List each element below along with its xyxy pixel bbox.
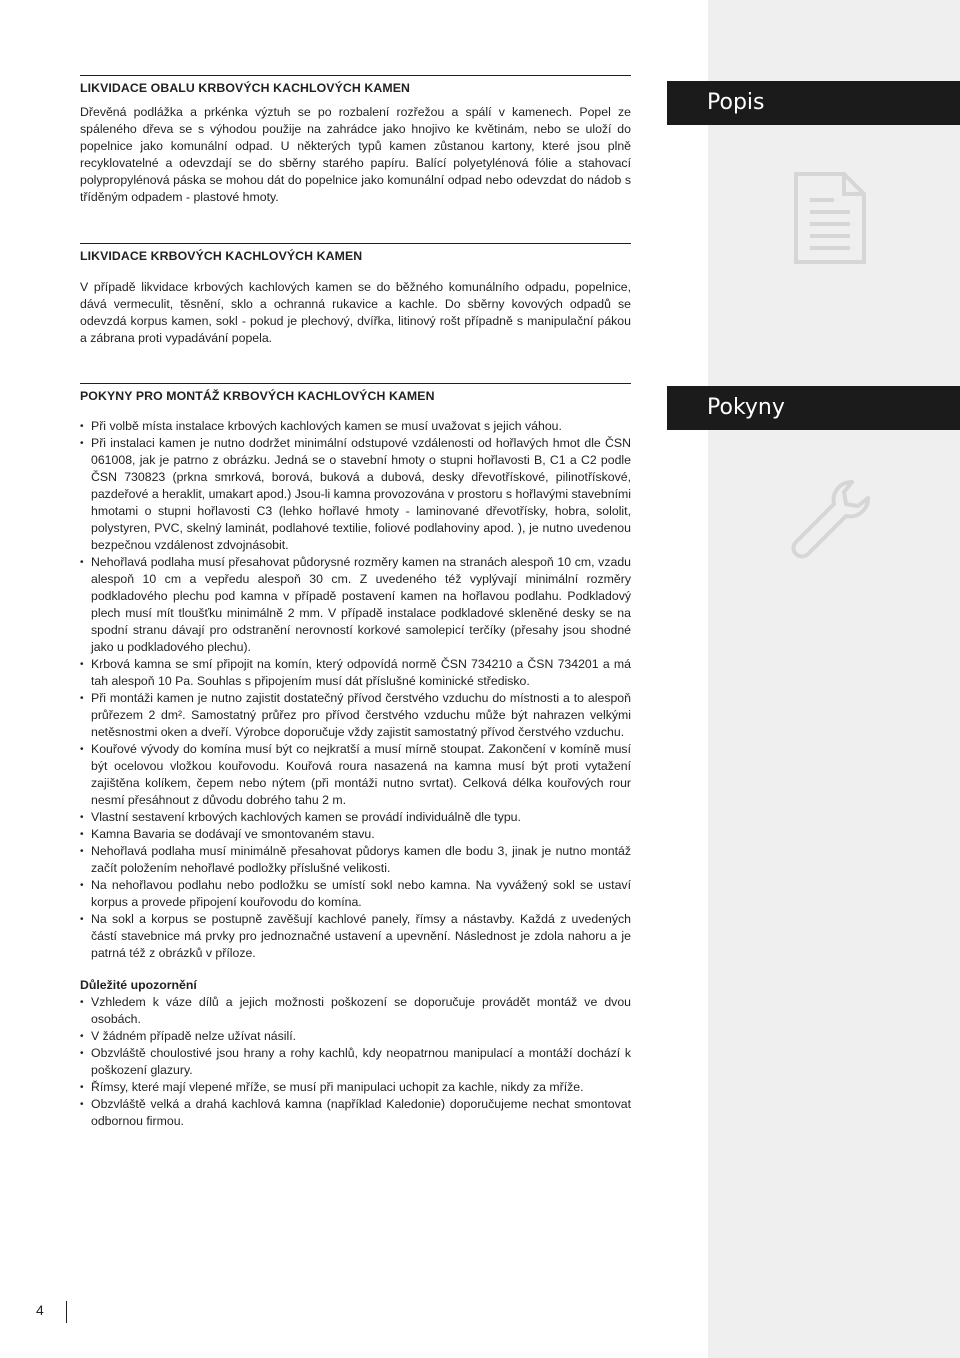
- section-text: Dřevěná podlážka a prkénka výztuh se po rozbalení rozřežou a spálí v kamenech. Popel ze spáleného dřeva se s výhodou použije na zahrádce jako hnojivo ke květinám, nebo se uloží do popelnice jako komunální odpad. U některých typů kamen zůstanou kartony, které jsou plně recyklovatelné a odevzdají se do sběrny starého papíru. Balící polyetylénová fólie a stahovací polypropylénová páska se mohou dát do popelnice jako komunální odpad nebo odevzdat do nádob s tříděným odpadem - plastové hmoty.: [80, 105, 631, 204]
- list-item: • Krbová kamna se smí připojit na komín, který odpovídá normě ČSN 734210 a ČSN 734201 a má tah alespoň 10 Pa. Souhlas s připojením musí dát příslušné kominické středisko.: [80, 656, 631, 690]
- list-item: • Na sokl a korpus se postupně zavěšují kachlové panely, římsy a nástavby. Každá z uvedených částí stavebnice má prvky pro jednoznačné ustavení a upevnění. Následnost je zdola nahoru a je patrná též z obrázků v příloze.: [80, 911, 631, 962]
- section-likvidace: [80, 243, 631, 347]
- section-heading: LIKVIDACE OBALU KRBOVÝCH KACHLOVÝCH KAMEN: [80, 81, 410, 95]
- section-heading: POKYNY PRO MONTÁŽ KRBOVÝCH KACHLOVÝCH KAMEN: [80, 389, 435, 403]
- list-item: • Obzvláště choulostivé jsou hrany a rohy kachlů, kdy neopatrnou manipulací a montáží dochází k poškození glazury.: [80, 1045, 631, 1079]
- notice-heading: Důležité upozornění: [80, 978, 197, 992]
- document-icon: [792, 170, 868, 266]
- list-item: • Při volbě místa instalace krbových kachlových kamen se musí uvažovat s jejich váhou.: [80, 418, 631, 435]
- list-item: • Na nehořlavou podlahu nebo podložku se umístí sokl nebo kamna. Na vyvážený sokl se ustaví korpus a provede připojení kouřovodu do komína.: [80, 877, 631, 911]
- list-item: • Římsy, které mají vlepené mříže, se musí při manipulaci uchopit za kachle, nikdy za mříže.: [80, 1079, 631, 1096]
- list-item: • Vzhledem k váze dílů a jejich možnosti poškození se doporučuje provádět montáž ve dvou osobách.: [80, 994, 631, 1028]
- list-item: • Obzvláště velká a drahá kachlová kamna (například Kaledonie) doporučujeme nechat smontovat odbornou firmou.: [80, 1096, 631, 1130]
- tab-popis: Popis: [667, 81, 960, 125]
- section-rule: [80, 75, 631, 76]
- list-item: • Kouřové vývody do komína musí být co nejkratší a musí mírně stoupat. Zakončení v komíně musí být ocelovou vložkou kouřovodu. Kouřová roura nasazená na kamna musí být proti vytažení zajištěna kolíkem, čepem nebo nýtem (při montáži nutno svrtat). Celková délka kouřových rour nesmí přesáhnout z důvodu dobrého tahu 2 m.: [80, 741, 631, 809]
- instructions-list: [80, 418, 631, 962]
- list-item: • Kamna Bavaria se dodávají ve smontovaném stavu.: [80, 826, 631, 843]
- list-item: • Vlastní sestavení krbových kachlových kamen se provádí individuálně dle typu.: [80, 809, 631, 826]
- page-number: 4: [36, 1302, 44, 1318]
- section-rule: [80, 383, 631, 384]
- tab-pokyny: Pokyny: [667, 386, 960, 430]
- section-notice: [80, 977, 631, 1130]
- section-rule: [80, 243, 631, 244]
- list-item: • Nehořlavá podlaha musí přesahovat půdorysné rozměry kamen na stranách alespoň 10 cm, vzadu alespoň 10 cm a vepředu alespoň 30 cm. Z uvedeného též vyplývají minimální rozměry podkladového plechu pod kamna v případě postavení kamen na hořlavou podlahu. Podkladový plech musí mít tloušťku minimálně 2 mm. V případě instalace podkladové skleněné desky se na spodní stranu dávají pro odstranění nerovností korkové samolepicí terčíky (přesahy jsou shodné jako u podkladového plechu).: [80, 554, 631, 656]
- list-item: • Při montáži kamen je nutno zajistit dostatečný přívod čerstvého vzduchu do místnosti a to alespoň průřezem 2 dm². Samostatný průřez pro přívod čerstvého vzduchu může být nahrazen velkými netěsnostmi oken a dveří. Výrobce doporučuje vždy zajistit samostatný přívod čerstvého vzduchu.: [80, 690, 631, 741]
- wrench-icon: [790, 478, 872, 560]
- section-heading: LIKVIDACE KRBOVÝCH KACHLOVÝCH KAMEN: [80, 249, 363, 263]
- section-obal: [80, 75, 631, 206]
- section-text: V případě likvidace krbových kachlových kamen se do běžného komunálního odpadu, popelnice, dává vermeculit, těsnění, sklo a ochranná rukavice a kachle. Do sběrny kovových odpadů se odevzdá korpus kamen, sokl - pokud je plechový, dvířka, litinový rošt případně s manipulační pákou a zábrana proti vypadávání popela.: [80, 280, 631, 345]
- list-item: • Při instalaci kamen je nutno dodržet minimální odstupové vzdálenosti od hořlavých hmot dle ČSN 061008, jak je patrno z obrázku. Jedná se o stavební hmoty o stupni hořlavosti B, C1 a C2 podle ČSN 730823 (prkna smrková, borová, buková a dubová, desky dřevotřískové, pilinotřískové, pazdeřové a heraklit, umakart apod.) Jsou-li kamna provozována v prostoru s hořlavými stavebními hmotami o stupni hořlavosti C3 (lehko hořlavé hmoty - laminované dřevotřísky, hobra, sololit, polystyren, PVC, skelný laminát, podlahové textilie, foliové podlahoviny apod. ), je nutno uvedenou bezpečnou vzdálenost zdvojnásobit.: [80, 435, 631, 554]
- list-item: • Nehořlavá podlaha musí minimálně přesahovat půdorys kamen dle bodu 3, jinak je nutno montáž začít položením nehořlavé podložky příslušné velikosti.: [80, 843, 631, 877]
- notice-list: [80, 994, 631, 1130]
- list-item: • V žádném případě nelze užívat násilí.: [80, 1028, 631, 1045]
- footer-divider: [66, 1301, 67, 1323]
- section-pokyny: [80, 383, 631, 962]
